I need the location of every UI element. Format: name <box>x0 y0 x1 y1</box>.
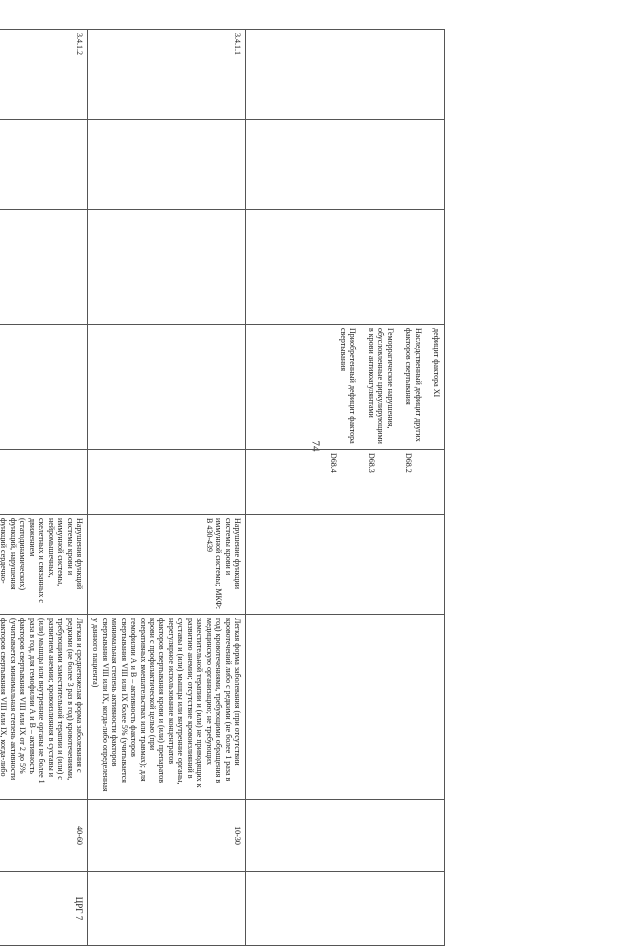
diagnosis-code: D68.4 <box>329 453 339 473</box>
cell-empty <box>0 120 88 210</box>
cell-empty <box>246 210 445 325</box>
cell-violation: Нарушение функции системы крови и иммунной системы; МКФ: B 430-439 <box>88 515 246 615</box>
rotated-table-wrapper <box>0 29 445 921</box>
cell-empty <box>246 615 445 800</box>
cell-empty <box>88 325 246 450</box>
cell-criteria: Легкая и среднетяжелая форма заболевания с редкими (не более 3 раз в год) кровотечениями, требующими заместительной терапии и (или) с развитием анемии; кровоизлияния в суставы и (или) мышцы или внутренние органы не более 1 раза в год, для гемофилии А и В – активность факторов свертывания VIII или IX от 2 до 5% (учитывается минимальная степень активности факторов свертывания VIII или IX, когда-либо <box>0 615 88 800</box>
cell-empty <box>88 450 246 515</box>
cell-empty <box>0 450 88 515</box>
table-row <box>88 30 246 946</box>
cell-empty <box>246 120 445 210</box>
diagnosis-item: Геморрагические нарушения, обусловленные циркулирующими в крови антикоагулянтами <box>366 328 395 444</box>
cell-empty <box>246 515 445 615</box>
cell-empty <box>88 120 246 210</box>
table-row-continuation <box>246 30 445 946</box>
table-row <box>0 30 88 946</box>
cell-empty <box>0 325 88 450</box>
diagnosis-code: D68.3 <box>366 453 376 473</box>
diagnosis-code: D68.2 <box>404 453 413 473</box>
cell-number-empty <box>246 30 445 120</box>
cell-item-number: 3.4.1.1 <box>88 30 246 120</box>
page-number: 74 <box>309 440 322 452</box>
cell-criteria: Легкая форма заболевания (при отсутствии кровотечений либо с редкими (не более 1 раза в год) кровотечениями, требующими обращения в медицинскую организацию; не требующих заместительной терапии и (или) не приводящих к развитию анемии; отсутствие кровоизлияний в суставы и (или) мышцы или внутренние органы, нерегулярное использование концентратов факторов свертывания крови и (или) препаратов крови с профилактической целью (при оперативных вмешательствах или травмах); для гемофилии А и В – активность факторов свертывания VIII или IX более 5% (учитывается минимальная степень активности факторов свертывания VIII или IX, когда-либо определенная у данного пациента) <box>88 615 246 800</box>
diagnosis-item: дефицит фактора XI <box>432 328 441 398</box>
cell-empty <box>0 210 88 325</box>
criteria-table <box>0 29 445 946</box>
cell-violation: Нарушения функций системы крови и иммунной системы, нейромышечных, скелетных и связанных с движением (статодинамических) функций, нарушения функций сердечно- <box>0 515 88 615</box>
cell-empty <box>246 800 445 872</box>
cell-empty <box>88 210 246 325</box>
cell-percent: 40-60 <box>0 800 88 872</box>
cell-codes <box>246 450 445 515</box>
cell-percent: 10-30 <box>88 800 246 872</box>
cell-reference: ЦРГ 7 <box>0 872 88 946</box>
diagnosis-item: Наследственный дефицит других факторов свертывания <box>404 328 423 442</box>
cell-item-number: 3.4.1.2 <box>0 30 88 120</box>
cell-empty <box>246 872 445 946</box>
cell-diagnosis-list <box>246 325 445 450</box>
cell-empty <box>88 872 246 946</box>
diagnosis-item: Приобретенный дефицит фактора свертывания <box>338 328 358 444</box>
